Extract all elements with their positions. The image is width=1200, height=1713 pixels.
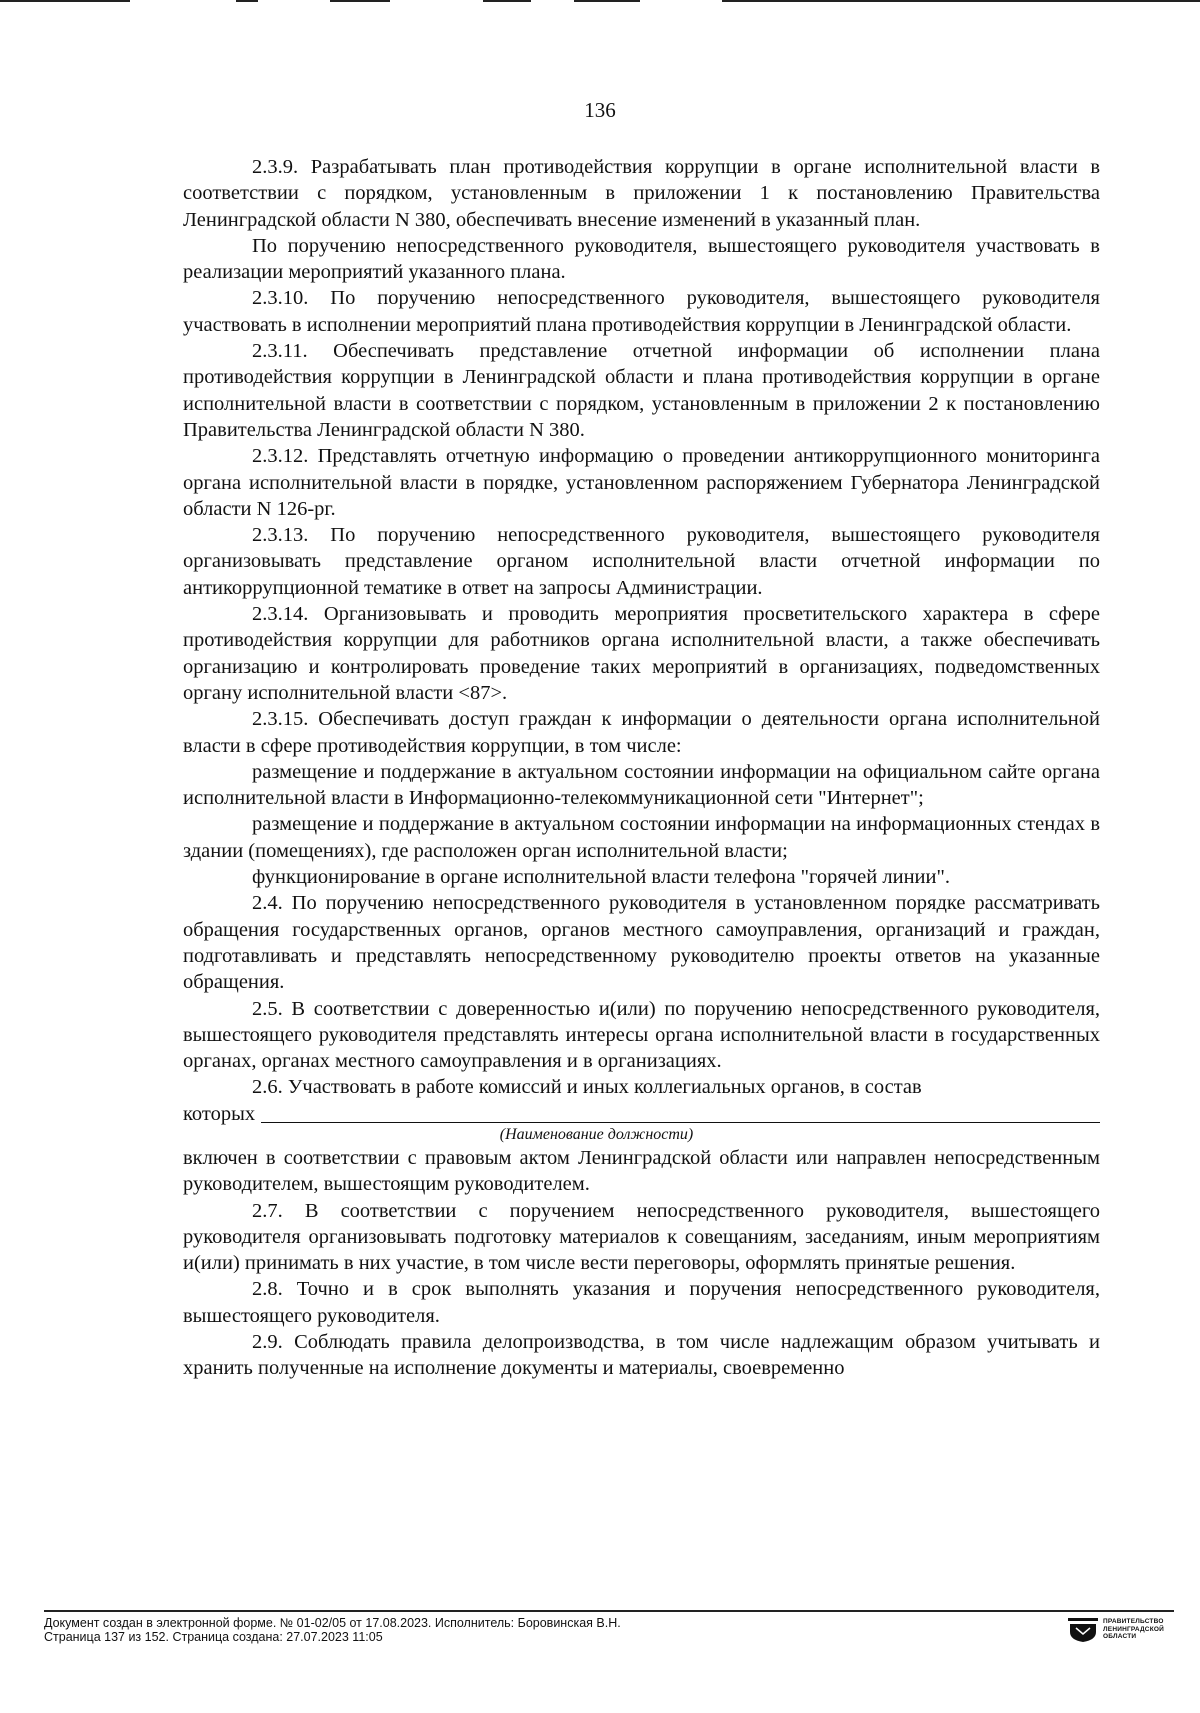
position-fill-line	[183, 1101, 1100, 1127]
paragraph: размещение и поддержание в актуальном состоянии информации на информационных стендах в здании (помещениях), где расположен орган исполнительной власти;	[183, 813, 1100, 862]
fill-line-label: которых	[183, 1102, 256, 1125]
logo-text: ЛЕНИНГРАДСКОЙ	[1103, 1625, 1164, 1633]
paragraph: 2.3.10. По поручению непосредственного руководителя, вышестоящего руководителя участвовать в исполнении мероприятий плана противодействия коррупции в Ленинградской области.	[183, 287, 1100, 336]
paragraph: 2.3.9. Разрабатывать план противодействия коррупции в органе исполнительной власти в соответствии с порядком, установленным в приложении 1 к постановлению Правительства Ленинградской области N 380, обеспечивать внесение изменений в указанный план.	[183, 156, 1100, 231]
paragraph: 2.3.11. Обеспечивать представление отчетной информации об исполнении плана противодействия коррупции в Ленинградской области и плана противодействия коррупции в органе исполнительной власти в соответствии с порядком, установленным в приложении 2 к постановлению Правительства Ленинградской области N 380.	[183, 340, 1100, 441]
paragraph: 2.8. Точно и в срок выполнять указания и поручения непосредственного руководителя, вышестоящего руководителя.	[183, 1278, 1100, 1327]
fill-line-caption: (Наименование должности)	[499, 1125, 694, 1143]
paragraph: 2.7. В соответствии с поручением непосредственного руководителя, вышестоящего руководителя организовывать подготовку материалов к совещаниям, заседаниям, иным мероприятиям и(или) принимать в них участие, в том числе вести переговоры, оформлять принятые решения.	[183, 1199, 1100, 1275]
paragraph: 2.4. По поручению непосредственного руководителя в установленном порядке рассматривать обращения государственных органов, органов местного самоуправления, организаций и граждан, подготавливать и представлять непосредственному руководителю проекты ответов на указанные обращения.	[183, 892, 1100, 994]
coat-of-arms-icon	[1068, 1618, 1098, 1642]
top-rule	[574, 0, 640, 2]
paragraph: 2.9. Соблюдать правила делопроизводства, в том числе надлежащим образом учитывать и хранить полученные на исполнение документы и материалы, своевременно	[183, 1331, 1100, 1380]
paragraph: 2.6. Участвовать в работе комиссий и иных коллегиальных органов, в состав	[252, 1076, 922, 1099]
government-logo	[1068, 1618, 1164, 1642]
top-rule	[483, 0, 531, 2]
fill-blank	[261, 1102, 1100, 1123]
footer-line: Страница 137 из 152. Страница создана: 27.07.2023 11:05	[44, 1630, 383, 1644]
logo-text: ПРАВИТЕЛЬСТВО	[1103, 1618, 1164, 1625]
document-body	[183, 154, 1100, 1382]
page-number: 136	[584, 98, 616, 122]
logo-text: ОБЛАСТИ	[1103, 1633, 1137, 1640]
paragraph: 2.3.15. Обеспечивать доступ граждан к информации о деятельности органа исполнительной власти в сфере противодействия коррупции, в том числе:	[183, 708, 1100, 757]
paragraph: 2.3.13. По поручению непосредственного руководителя, вышестоящего руководителя организовывать представление органом исполнительной власти отчетной информации по антикоррупционной тематике в ответ на запросы Администрации.	[183, 524, 1100, 599]
top-rule	[0, 0, 130, 2]
footer-line: Документ создан в электронной форме. № 01-02/05 от 17.08.2023. Исполнитель: Боровинская В.Н.	[44, 1616, 621, 1630]
top-rule	[330, 0, 390, 2]
paragraph: функционирование в органе исполнительной власти телефона "горячей линии".	[252, 866, 950, 889]
top-rule	[722, 0, 1200, 2]
document-footer	[44, 1610, 1174, 1644]
top-rule	[236, 0, 258, 2]
paragraph: 2.5. В соответствии с доверенностью и(или) по поручению непосредственного руководителя, вышестоящего руководителя представлять интересы органа исполнительной власти в государственных органах, органах местного самоуправления и в организациях.	[183, 997, 1100, 1073]
paragraph: 2.3.12. Представлять отчетную информацию о проведении антикоррупционного мониторинга органа исполнительной власти в порядке, установленном распоряжением Губернатора Ленинградской области N 126-рг.	[183, 445, 1100, 520]
paragraph: включен в соответствии с правовым актом Ленинградской области или направлен непосредственным руководителем, вышестоящим руководителем.	[183, 1146, 1100, 1196]
paragraph: По поручению непосредственного руководителя, вышестоящего руководителя участвовать в реализации мероприятий указанного плана.	[183, 234, 1100, 284]
paragraph: 2.3.14. Организовывать и проводить мероприятия просветительского характера в сфере противодействия коррупции для работников органа исполнительной власти, а также обеспечивать организацию и контролировать проведение таких мероприятий в организациях, подведомственных органу исполнительной власти <87>.	[183, 603, 1100, 704]
paragraph: размещение и поддержание в актуальном состоянии информации на официальном сайте органа исполнительной власти в Информационно-телекоммуникационной сети "Интернет";	[183, 760, 1100, 810]
